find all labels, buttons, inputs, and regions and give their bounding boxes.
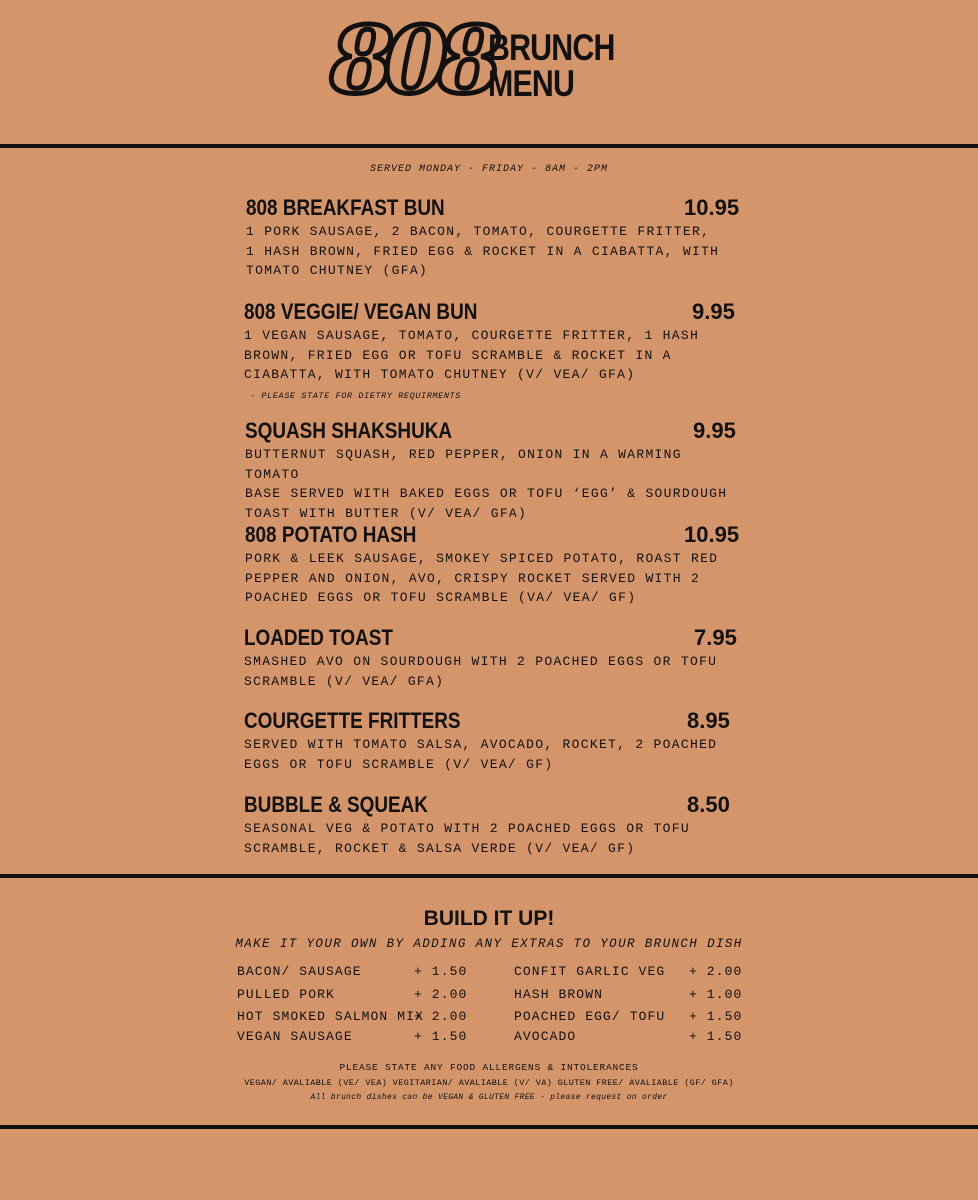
extra-name: HOT SMOKED SALMON MIX [237,1009,424,1024]
extra-name: HASH BROWN [514,987,604,1002]
divider-middle [0,874,978,878]
extra-name: AVOCADO [514,1029,577,1044]
item-name: 808 VEGGIE/ VEGAN BUN [244,299,478,324]
item-description: SMASHED AVO ON SOURDOUGH WITH 2 POACHED EGGS OR TOFU SCRAMBLE (V/ VEA/ GFA) [244,654,718,689]
menu-title-line2: MENU [488,63,575,104]
item-price: 7.95 [694,625,737,650]
extra-price: + 1.50 [414,964,468,979]
item-name: COURGETTE FRITTERS [244,708,461,733]
item-name: SQUASH SHAKSHUKA [245,418,453,443]
item-description: 1 VEGAN SAUSAGE, TOMATO, COURGETTE FRITTER, 1 HASH BROWN, FRIED EGG OR TOFU SCRAMBLE & ROCKET IN A CIABATTA, WITH TOMATO CHUTNEY (V/ VEA/ GFA) [244,328,700,382]
allergens-note: PLEASE STATE ANY FOOD ALLERGENS & INTOLERANCES [339,1062,639,1073]
item-name: 808 POTATO HASH [245,522,417,547]
extra-name: VEGAN SAUSAGE [237,1029,353,1044]
extra-price: + 1.00 [689,987,743,1002]
logo-808: 808 [330,6,493,114]
dietary-note: - PLEASE STATE FOR DIETRY REQUIRMENTS [250,391,461,401]
item-description: SERVED WITH TOMATO SALSA, AVOCADO, ROCKET, 2 POACHED EGGS OR TOFU SCRAMBLE (V/ VEA/ GF) [244,737,718,772]
extra-name: BACON/ SAUSAGE [237,964,362,979]
build-title: BUILD IT UP! [423,907,555,930]
item-description: PORK & LEEK SAUSAGE, SMOKEY SPICED POTATO, ROAST RED PEPPER AND ONION, AVO, CRISPY ROCKET SERVED WITH 2 POACHED EGGS OR TOFU SCRAMBLE (VA/ VEA/ GF) [245,551,719,605]
item-description: SEASONAL VEG & POTATO WITH 2 POACHED EGGS OR TOFU SCRAMBLE, ROCKET & SALSA VERDE (V/ VEA/ GF) [244,821,690,856]
item-description: BUTTERNUT SQUASH, RED PEPPER, ONION IN A WARMING TOMATO BASE SERVED WITH BAKED EGGS OR TOFU ‘EGG’ & SOURDOUGH TOAST WITH BUTTER (V/ VEA/ GFA) [245,447,728,521]
divider-top [0,144,978,148]
extra-price: + 1.50 [689,1009,743,1024]
extra-price: + 1.50 [414,1029,468,1044]
menu-title-line1: BRUNCH [488,27,615,68]
divider-bottom [0,1125,978,1129]
item-price: 10.95 [684,522,740,547]
item-price: 8.95 [687,708,730,733]
item-price: 8.50 [687,792,730,817]
extra-name: PULLED PORK [237,987,335,1002]
build-subtitle: MAKE IT YOUR OWN BY ADDING ANY EXTRAS TO YOUR BRUNCH DISH [235,937,743,951]
extra-name: POACHED EGG/ TOFU [514,1009,666,1024]
serving-times: SERVED MONDAY - FRIDAY - 8AM - 2PM [369,164,609,175]
item-name: 808 BREAKFAST BUN [246,195,445,220]
vegan-gf-note: All brunch dishes can be VEGAN & GLUTEN FREE - please request on order [310,1093,668,1102]
item-description: 1 PORK SAUSAGE, 2 BACON, TOMATO, COURGETTE FRITTER, 1 HASH BROWN, FRIED EGG & ROCKET IN A CIABATTA, WITH TOMATO CHUTNEY (GFA) [246,224,720,278]
item-name: BUBBLE & SQUEAK [244,792,428,817]
item-price: 9.95 [693,418,736,443]
extra-name: CONFIT GARLIC VEG [514,964,666,979]
dietary-key: VEGAN/ AVALIABLE (VE/ VEA) VEGITARIAN/ AVALIABLE (V/ VA) GLUTEN FREE/ AVALIABLE (GF/ GFA) [244,1078,734,1088]
extra-price: + 1.50 [689,1029,743,1044]
item-name: LOADED TOAST [244,625,393,650]
menu-title [488,27,615,104]
menu-header [330,6,630,116]
extra-price: + 2.00 [689,964,743,979]
item-price: 10.95 [684,195,740,220]
item-price: 9.95 [692,299,735,324]
extra-price: + 2.00 [414,987,468,1002]
extra-price: + 2.00 [414,1009,468,1024]
